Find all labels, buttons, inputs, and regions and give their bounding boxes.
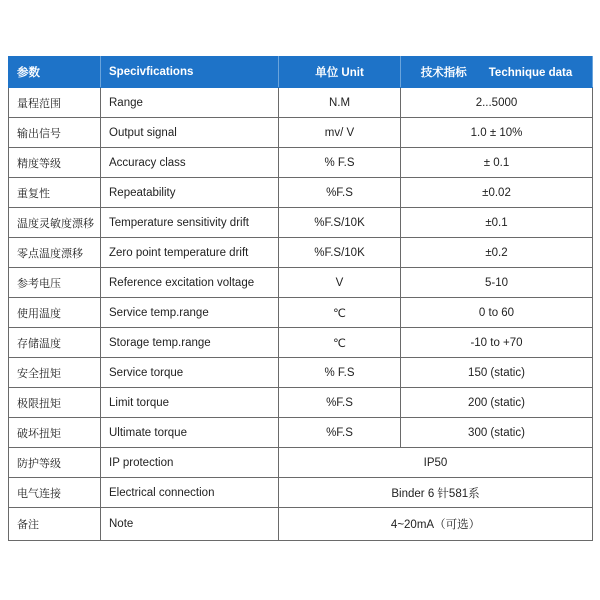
unit-cell: ℃ [279,298,401,328]
param-en-cell: Electrical connection [101,478,279,508]
value-cell: 2...5000 [401,88,593,118]
value-cell: ±0.02 [401,178,593,208]
table-row [9,358,593,388]
param-en-cell: Service temp.range [101,298,279,328]
header-unit: 单位 Unit [279,57,401,88]
header-data [401,57,593,88]
header-param: 参数 [9,57,101,88]
table-row [9,508,593,541]
value-cell: 300 (static) [401,418,593,448]
param-en-cell: Reference excitation voltage [101,268,279,298]
param-cn-cell: 重复性 [9,178,101,208]
value-cell: 150 (static) [401,358,593,388]
value-cell: -10 to +70 [401,328,593,358]
unit-cell: %F.S [279,418,401,448]
param-en-cell: Accuracy class [101,148,279,178]
unit-cell: ℃ [279,328,401,358]
param-cn-cell: 防护等级 [9,448,101,478]
param-cn-cell: 输出信号 [9,118,101,148]
table-row [9,298,593,328]
param-en-cell: Output signal [101,118,279,148]
param-en-cell: IP protection [101,448,279,478]
param-cn-cell: 使用温度 [9,298,101,328]
param-cn-cell: 备注 [9,508,101,541]
value-cell: ± 0.1 [401,148,593,178]
table-header-row [9,57,593,88]
param-cn-cell: 温度灵敏度漂移 [9,208,101,238]
value-cell: 200 (static) [401,388,593,418]
table-row [9,478,593,508]
table-row [9,238,593,268]
param-cn-cell: 破坏扭矩 [9,418,101,448]
table-row [9,88,593,118]
param-cn-cell: 安全扭矩 [9,358,101,388]
header-spec: Specivfications [101,57,279,88]
value-cell: ±0.1 [401,208,593,238]
param-en-cell: Temperature sensitivity drift [101,208,279,238]
table-row [9,178,593,208]
table-row [9,418,593,448]
param-en-cell: Zero point temperature drift [101,238,279,268]
unit-cell: %F.S/10K [279,208,401,238]
value-cell: 0 to 60 [401,298,593,328]
unit-cell: V [279,268,401,298]
param-en-cell: Ultimate torque [101,418,279,448]
table-row [9,328,593,358]
param-cn-cell: 极限扭矩 [9,388,101,418]
param-cn-cell: 存储温度 [9,328,101,358]
unit-cell: mv/ V [279,118,401,148]
table-row [9,148,593,178]
param-en-cell: Limit torque [101,388,279,418]
param-en-cell: Note [101,508,279,541]
param-cn-cell: 电气连接 [9,478,101,508]
table-row [9,208,593,238]
param-en-cell: Range [101,88,279,118]
value-cell: Binder 6 针581系 [279,478,593,508]
header-data-cn: 技术指标 [420,67,467,79]
unit-cell: N.M [279,88,401,118]
table-row [9,388,593,418]
unit-cell: %F.S [279,388,401,418]
table-row [9,268,593,298]
unit-cell: %F.S/10K [279,238,401,268]
value-cell: 4~20mA（可选） [279,508,593,541]
unit-cell: % F.S [279,148,401,178]
param-en-cell: Storage temp.range [101,328,279,358]
header-data-en: Technique data [488,67,573,79]
value-cell: 5-10 [401,268,593,298]
table-row [9,448,593,478]
unit-cell: % F.S [279,358,401,388]
param-cn-cell: 零点温度漂移 [9,238,101,268]
value-cell: 1.0 ± 10% [401,118,593,148]
param-en-cell: Repeatability [101,178,279,208]
table-body [9,88,593,541]
unit-cell: %F.S [279,178,401,208]
spec-table [8,56,593,541]
value-cell: IP50 [279,448,593,478]
param-en-cell: Service torque [101,358,279,388]
param-cn-cell: 参考电压 [9,268,101,298]
param-cn-cell: 量程范围 [9,88,101,118]
param-cn-cell: 精度等级 [9,148,101,178]
value-cell: ±0.2 [401,238,593,268]
table-row [9,118,593,148]
